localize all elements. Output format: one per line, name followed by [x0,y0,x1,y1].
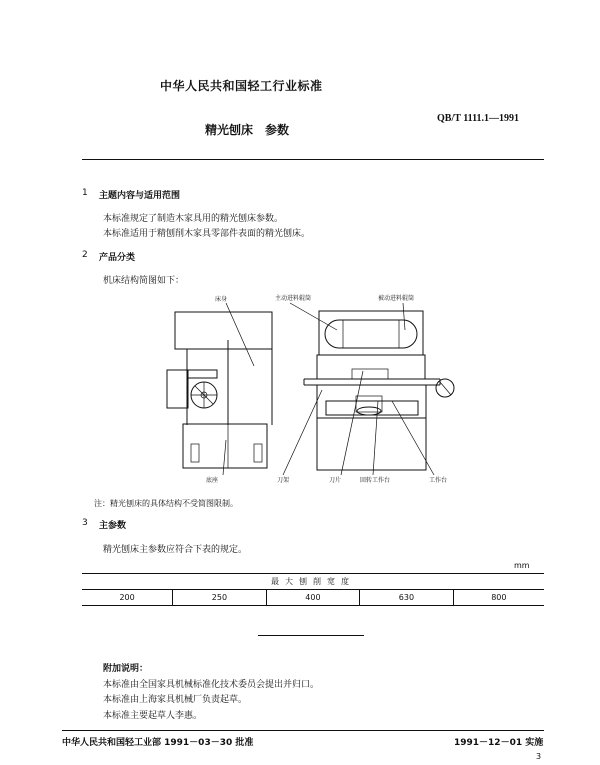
label-daopian: 刀片 [329,477,342,484]
table-cell: 250 [173,590,267,606]
section2-number: 2 [82,250,88,260]
standard-code: QB/T 1111.1—1991 [437,113,520,124]
appendix-line-2: 本标准由上海家具机械厂负责起草。 [103,695,248,705]
footer-approval: 中华人民共和国轻工业部 1991－03－30 批准 [62,738,254,748]
section1-title: 主题内容与适用范围 [99,191,181,201]
appendix-line-1: 本标准由全国家具机械标准化技术委员会提出并归口。 [103,680,320,690]
section2-title: 产品分类 [99,253,136,263]
label-dizuo: 底座 [206,477,219,484]
label-chuangshen: 床身 [215,296,228,303]
table-cell: 200 [82,590,173,606]
section3-intro: 精光刨床主参数应符合下表的规定。 [103,545,248,555]
label-beidong: 被动进料辊筒 [378,295,415,302]
table-cell: 630 [360,590,454,606]
section3-title: 主参数 [99,521,127,531]
label-daojia: 刀架 [277,477,290,484]
table-cell: 400 [266,590,360,606]
label-gongzuotai: 工作台 [429,477,448,484]
section1-line-2: 本标准适用于精刨削木家具零部件表面的精光刨床。 [103,229,311,239]
front-view-machine [304,311,454,470]
main-parameters-table [82,573,544,606]
org-title: 中华人民共和国轻工行业标准 [160,79,323,93]
label-zhudong: 主动进料辊筒 [275,295,312,302]
footer-rule [62,730,544,731]
unit-label: mm [514,561,530,570]
doc-title: 精光刨床 参数 [205,123,290,137]
label-huizhuan: 回转工作台 [360,477,391,484]
diagram-note: 注：精光刨床的具体结构不受简图限制。 [94,499,238,508]
leader-lines [223,303,434,475]
section1-number: 1 [82,188,88,198]
footer-implement: 1991－12－01 实施 [454,738,544,748]
table-cell: 800 [453,590,544,606]
separator-rule [258,635,364,636]
appendix-title: 附加说明： [103,664,149,674]
table-header-max-width: 最大刨削宽度 [82,574,544,590]
section1-line-1: 本标准规定了制造木家具用的精光刨床参数。 [103,214,284,224]
section3-number: 3 [82,518,88,528]
appendix-line-3: 本标准主要起草人李惠。 [103,711,203,721]
side-view-machine [167,312,272,468]
section2-intro: 机床结构简图如下： [103,276,185,286]
page-number: 3 [536,752,542,761]
